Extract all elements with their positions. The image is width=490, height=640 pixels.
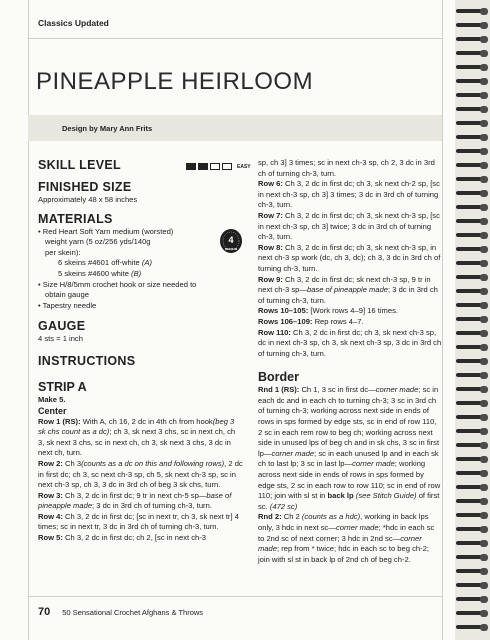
coil-loop — [456, 162, 488, 169]
margin-line-left — [28, 0, 29, 640]
coil-loop — [456, 596, 488, 603]
pattern-row: Row 3: Ch 3, 2 dc in first dc; 9 tr in next ch-5 sp—base of pineapple made; 3 dc in 3rd ch of turning ch-3, turn. — [38, 490, 232, 511]
pattern-row: Rows 106–109: Rep rows 4–7. — [258, 316, 364, 326]
coil-loop — [456, 176, 488, 183]
yarn-weight-number: 4 — [228, 235, 234, 245]
pattern-row: Row 5: Ch 3, 2 dc in first dc; ch 2, [sc in next ch-3 — [38, 533, 206, 543]
material-line: obtain gauge — [45, 290, 89, 300]
pattern-row: Row 7: Ch 3, 2 dc in first dc; ch 3, sk next ch-3 sp, [sc in next ch-3 sp, ch 3] twice; 3 dc in 3rd ch of turning ch-3, turn. — [258, 210, 440, 242]
right-row-list — [258, 179, 442, 359]
material-line: • Size H/8/5mm crochet hook or size needed to — [38, 279, 197, 289]
strip-heading: STRIP A — [38, 379, 87, 394]
skill-label: EASY — [237, 163, 251, 170]
gauge-heading: GAUGE — [38, 319, 86, 334]
skill-segment — [222, 163, 232, 170]
coil-loop — [456, 526, 488, 533]
coil-loop — [456, 414, 488, 421]
pattern-row: Rows 10–105: [Work rows 4–9] 16 times. — [258, 306, 398, 316]
coil-loop — [456, 428, 488, 435]
make-count: Make 5. — [38, 394, 66, 404]
header-rule — [28, 38, 442, 39]
material-line: 5 skeins #4600 white (B) — [58, 268, 142, 278]
pattern-row: Row 1 (RS): With A, ch 16, 2 dc in 4th ch from hook(beg 3 sk chs count as a dc); ch 3, sk next 3 chs, sc in next ch, ch 3, sk next 3 chs, sc in next ch, ch 3, sk next 3 chs, 3 dc in next ch, turn. — [38, 416, 236, 458]
coil-loop — [456, 246, 488, 253]
coil-loop — [456, 498, 488, 505]
instructions-heading: INSTRUCTIONS — [38, 353, 136, 368]
left-row-list — [38, 417, 243, 544]
page-number: 70 — [38, 606, 51, 618]
material-line: weight yarn (5 oz/256 yds/140g — [45, 237, 151, 247]
coil-loop — [456, 372, 488, 379]
pattern-row: Row 6: Ch 3, 2 dc in first dc; ch 3, sk next ch-2 sp, [sc in next ch-3 sp, ch 3] 3 times; 3 dc in 3rd ch of turning ch-3, turn. — [258, 179, 440, 210]
coil-loop — [456, 120, 488, 127]
coil-loop — [456, 8, 488, 15]
yarn-weight-icon — [219, 228, 243, 256]
coil-loop — [456, 148, 488, 155]
coil-loop — [456, 386, 488, 393]
coil-loop — [456, 442, 488, 449]
border-round-2: Rnd 2: Ch 2 (counts as a hdc), working in back lps only, 3 hdc in next sc—corner made; *hdc in each sc to 2nd sc of next corner; 3 hdc in 2nd sc—corner made; rep from * twice; hdc in each sc to beg ch-2; join with sl st in back lp of 2nd ch of beg ch-2. — [258, 512, 435, 564]
coil-loop — [456, 218, 488, 225]
material-line: 6 skeins #4601 off-white (A) — [58, 258, 153, 268]
coil-loop — [456, 22, 488, 29]
book-title: 50 Sensational Crochet Afghans & Throws — [62, 608, 204, 617]
skill-segment — [186, 163, 196, 170]
coil-loop — [456, 190, 488, 197]
pattern-row: Row 4: Ch 3, 2 dc in first dc; [sc in next tr, ch 3, sk next tr] 4 times; sc in next tr, 3 dc in 3rd ch of turning ch-3, turn. — [38, 511, 239, 532]
coil-loop — [456, 274, 488, 281]
coil-loop — [456, 582, 488, 589]
footer-rule — [28, 596, 442, 597]
skill-segment — [210, 163, 220, 170]
coil-loop — [456, 232, 488, 239]
coil-loop — [456, 484, 488, 491]
coil-loop — [456, 456, 488, 463]
pattern-title: PINEAPPLE HEIRLOOM — [36, 68, 314, 95]
coil-loop — [456, 568, 488, 575]
coil-loop — [456, 260, 488, 267]
materials-heading: MATERIALS — [38, 211, 113, 226]
coil-loop — [456, 540, 488, 547]
page-footer — [38, 606, 203, 618]
skill-segment — [198, 163, 208, 170]
coil-loop — [456, 344, 488, 351]
coil-loop — [456, 288, 488, 295]
coil-loop — [456, 470, 488, 477]
designer-credit: Design by Mary Ann Frits — [62, 124, 153, 133]
coil-loop — [456, 358, 488, 365]
center-heading: Center — [38, 405, 67, 416]
border-heading: Border — [258, 370, 299, 385]
skill-heading: SKILL LEVEL — [38, 158, 121, 172]
pattern-row: Row 9: Ch 3, 2 dc in first dc; sk next ch-3 sp, 9 tr in next ch-3 sp—base of pineapple made; 3 dc in 3rd ch of turning ch-3, turn. — [258, 274, 438, 305]
border-round-1: Rnd 1 (RS): Ch 1, 3 sc in first dc—corner made; sc in each dc and in each ch to turning ch-3; 3 sc in 3rd ch of turning ch-3; working across next side in ends of rows in sps formed by edge sts, sc in end of row 110, 2 sc in each rem row to beg ch; working across next side in unused lps of beg ch and in sk chs, 3 sc in first lp—corner made; sc in each unused lp and in each sk ch to last lp; 3 sc in last lp—corner made; working across next side in ends of rows in sps formed by edge sts, 2 sc in each row to row 110; sc in end of row 110; join with sl st in back lp (see Stitch Guide) of first sc. (472 sc) — [258, 385, 441, 511]
coil-loop — [456, 400, 488, 407]
coil-loop — [456, 624, 488, 631]
right-column — [258, 158, 442, 565]
designer-bar — [28, 115, 442, 141]
coil-loop — [456, 204, 488, 211]
coil-loop — [456, 554, 488, 561]
yarn-weight-label: MEDIUM — [224, 247, 238, 251]
coil-loop — [456, 512, 488, 519]
coil-loop — [456, 302, 488, 309]
section-header: Classics Updated — [38, 18, 109, 28]
size-text: Approximately 48 x 58 inches — [38, 195, 138, 204]
margin-line-right — [442, 0, 443, 640]
coil-loop — [456, 78, 488, 85]
coil-loop — [456, 64, 488, 71]
row-continuation: sp, ch 3] 3 times; sc in next ch-3 sp, ch 2, 3 dc in 3rd ch of turning ch-3, turn. — [258, 158, 435, 178]
material-line: per skein): — [45, 247, 81, 257]
size-heading: FINISHED SIZE — [38, 180, 132, 194]
pattern-row: Row 110: Ch 3, 2 dc in first dc; ch 3, sk next ch-3 sp, dc in next ch-3 sp, ch 3, sk next ch-3 sp, 3 dc in 3rd ch of turning ch-3, turn. — [258, 327, 442, 358]
coil-loop — [456, 50, 488, 57]
gauge-text: 4 sts = 1 inch — [38, 334, 83, 344]
coil-loop — [456, 330, 488, 337]
coil-loop — [456, 316, 488, 323]
material-line: • Tapestry needle — [38, 300, 97, 310]
coil-loop — [456, 106, 488, 113]
pattern-row: Row 2: Ch 3(counts as a dc on this and following rows), 2 dc in first dc; ch 3, sc next ch-3 sp, ch 5, sk next ch-3 sp, sc in next ch-3 sp, ch 3, 3 dc in 3rd ch of beg 3 sk chs, turn. — [38, 458, 243, 490]
coil-loop — [456, 610, 488, 617]
material-line: • Red Heart Soft Yarn medium (worsted) — [38, 226, 174, 236]
coil-loop — [456, 134, 488, 141]
pattern-row: Row 8: Ch 3, 2 dc in first dc; ch 3, sk next ch-3 sp, in next ch-3 sp work (dc, ch 3, dc); ch 3, 3 dc in 3rd ch of turning ch-3, turn. — [258, 242, 441, 273]
left-column — [38, 158, 243, 544]
skill-level-indicator — [186, 163, 251, 170]
coil-loop — [456, 92, 488, 99]
coil-loop — [456, 36, 488, 43]
